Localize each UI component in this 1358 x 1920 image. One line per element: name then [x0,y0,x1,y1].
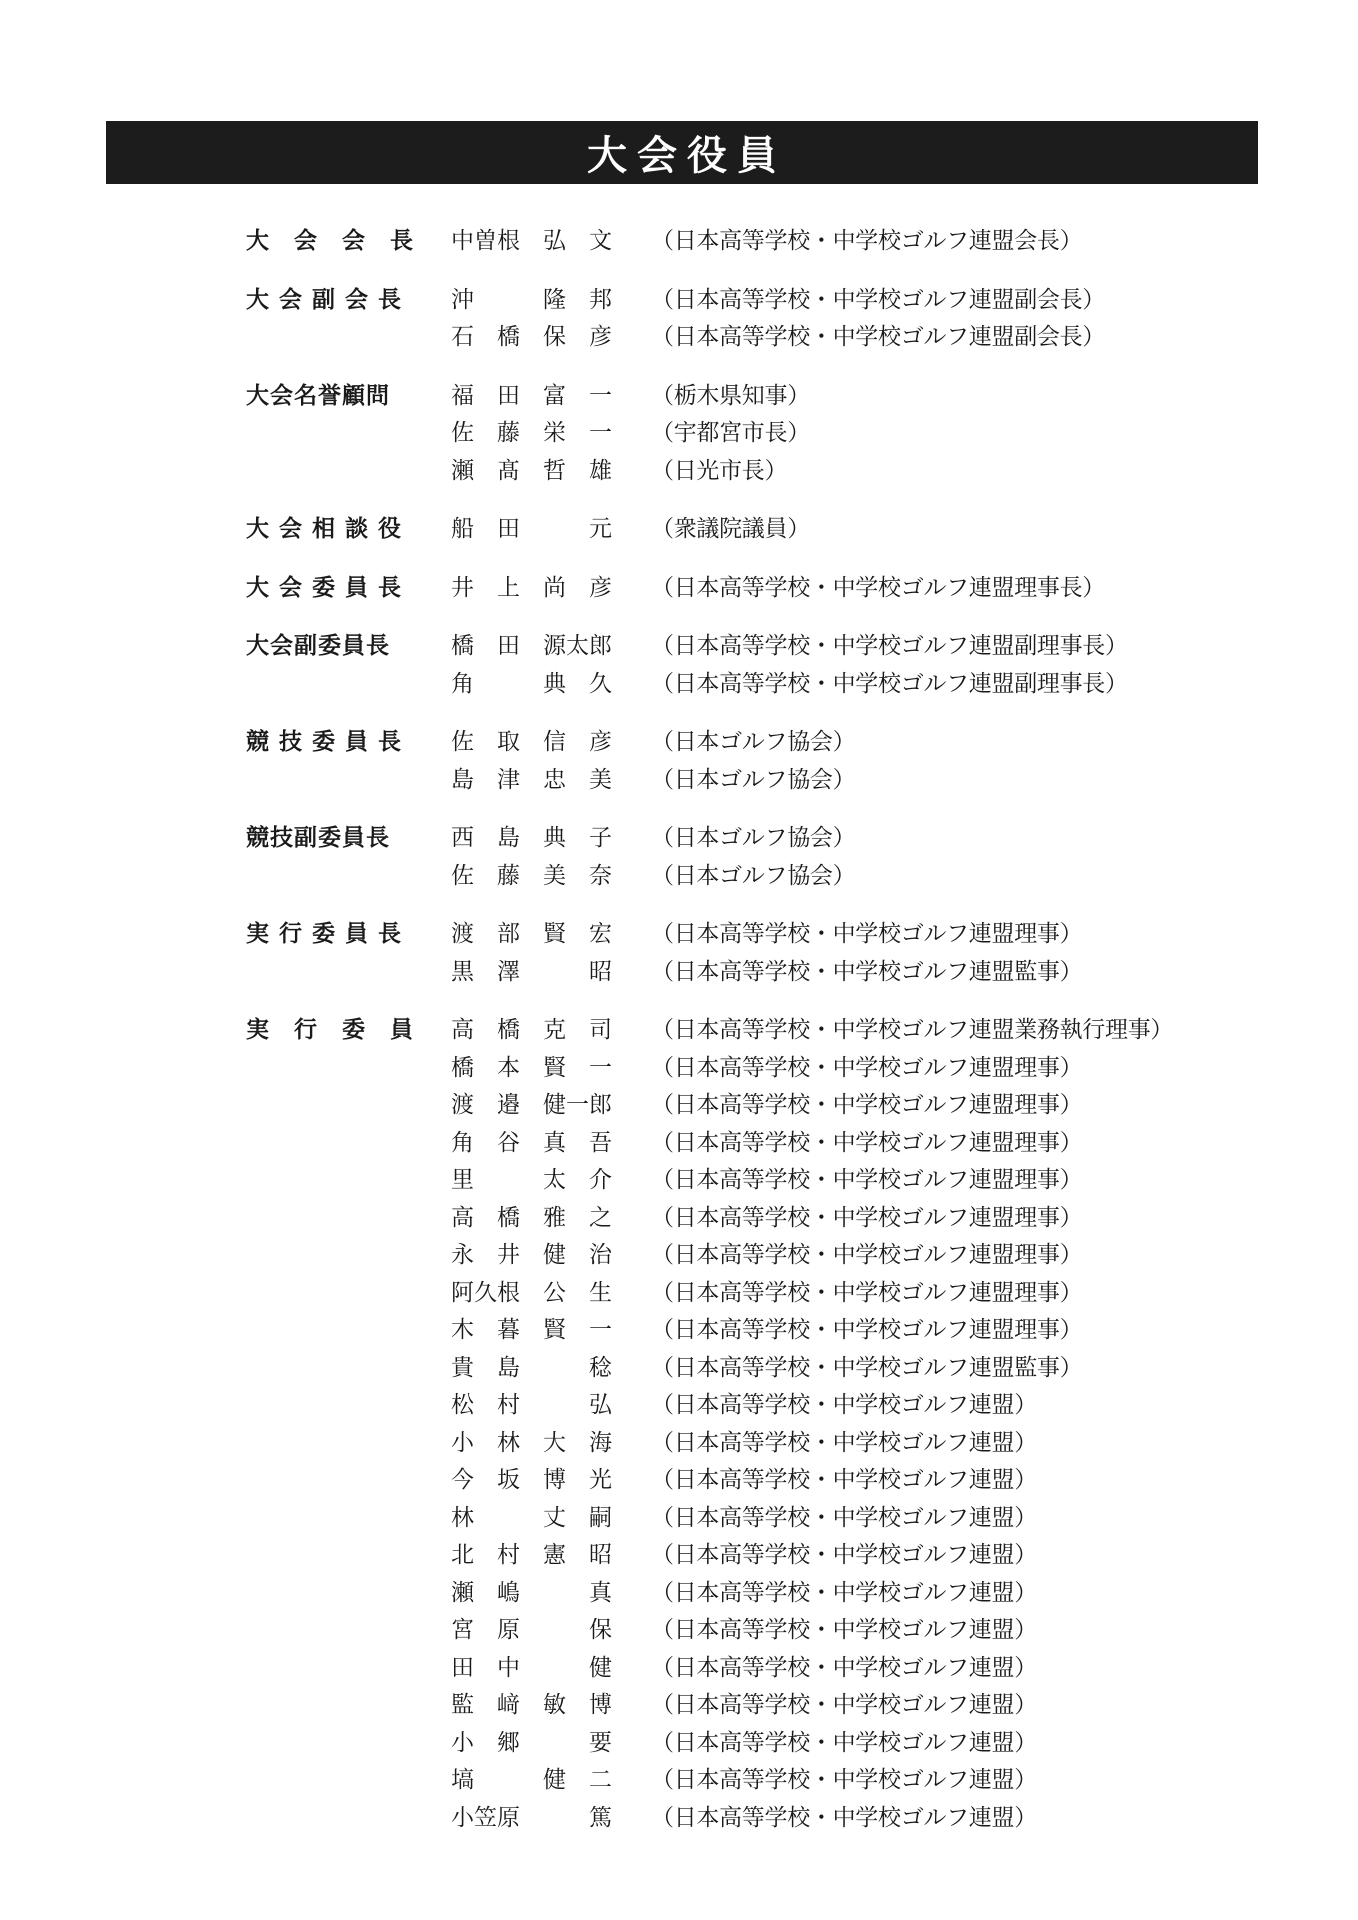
officer-name: 橋 本 賢 一 [451,1054,612,1081]
officer-row [0,628,1358,666]
officer-name: 里 太 介 [451,1167,612,1193]
officer-affiliation: （日本高等学校・中学校ゴルフ連盟） [651,1804,1037,1831]
officer-row [0,1125,1358,1163]
role-title: 実 行 委 員 [246,1017,414,1043]
officer-affiliation: （日本高等学校・中学校ゴルフ連盟理事） [651,1129,1083,1156]
officer-row [0,666,1358,704]
officer-affiliation: （日本ゴルフ協会） [651,729,856,755]
officers-roster [0,223,1358,1858]
officer-name: 瀬 嶋 真 [451,1579,612,1606]
officer-row [0,1462,1358,1500]
officer-name: 北 村 憲 昭 [451,1542,612,1568]
officer-row [0,453,1358,491]
officer-row [0,1612,1358,1650]
officer-affiliation: （日本高等学校・中学校ゴルフ連盟会長） [651,228,1083,254]
officer-name: 木 暮 賢 一 [451,1317,612,1343]
officer-name: 佐 取 信 彦 [451,729,612,755]
officer-group [0,223,1358,261]
officer-row [0,415,1358,453]
officer-affiliation: （日本高等学校・中学校ゴルフ連盟理事） [651,921,1083,947]
officer-affiliation: （日本高等学校・中学校ゴルフ連盟） [651,1617,1037,1643]
officer-affiliation: （宇都宮市長） [651,420,810,446]
officer-name: 貴 島 稔 [451,1354,612,1381]
officer-name: 西 島 典 子 [451,825,612,851]
role-title: 競 技 委 員 長 [246,729,403,755]
officer-row [0,954,1358,992]
officer-name: 角 谷 真 吾 [451,1129,612,1156]
officer-name: 永 井 健 治 [451,1242,612,1268]
officer-row [0,1725,1358,1763]
officer-affiliation: （日本高等学校・中学校ゴルフ連盟理事） [651,1054,1083,1081]
officer-affiliation: （日本高等学校・中学校ゴルフ連盟） [651,1654,1037,1681]
officer-name: 高 橋 克 司 [451,1017,612,1043]
officer-name: 渡 邉 健一郎 [451,1092,612,1118]
officer-row [0,223,1358,261]
officer-group [0,1012,1358,1837]
officer-row [0,1275,1358,1313]
officer-affiliation: （日本高等学校・中学校ゴルフ連盟理事） [651,1092,1083,1118]
officer-affiliation: （日本高等学校・中学校ゴルフ連盟理事） [651,1204,1083,1231]
officer-group [0,378,1358,491]
officer-affiliation: （日本高等学校・中学校ゴルフ連盟理事長） [651,574,1106,601]
officer-affiliation: （衆議院議員） [651,516,810,542]
officer-name: 林 丈 嗣 [451,1504,612,1531]
officer-name: 松 村 弘 [451,1392,612,1418]
officer-row [0,1537,1358,1575]
officer-name: 中曽根 弘 文 [451,228,612,254]
officer-row [0,1087,1358,1125]
officer-affiliation: （日本高等学校・中学校ゴルフ連盟理事） [651,1317,1083,1343]
officer-row [0,762,1358,800]
officer-affiliation: （日本ゴルフ協会） [651,862,856,889]
officer-affiliation: （日本高等学校・中学校ゴルフ連盟業務執行理事） [651,1017,1174,1043]
role-title: 実 行 委 員 長 [246,921,403,947]
officer-name: 佐 藤 栄 一 [451,420,612,446]
officer-affiliation: （日本高等学校・中学校ゴルフ連盟） [651,1467,1037,1493]
officer-row [0,319,1358,357]
officer-name: 石 橋 保 彦 [451,324,612,350]
officer-name: 宮 原 保 [451,1617,612,1643]
officer-row [0,1237,1358,1275]
officer-row [0,1575,1358,1613]
officer-name: 沖 隆 邦 [451,286,612,313]
officer-row [0,724,1358,762]
officer-row [0,1762,1358,1800]
role-title: 競技副委員長 [246,825,390,851]
role-title: 大 会 会 長 [246,228,414,254]
officer-affiliation: （日本高等学校・中学校ゴルフ連盟監事） [651,958,1083,985]
officer-row [0,1050,1358,1088]
officer-name: 橋 田 源太郎 [451,633,612,659]
officer-affiliation: （日本ゴルフ協会） [651,766,856,793]
officer-name: 田 中 健 [451,1654,612,1681]
officer-affiliation: （日本高等学校・中学校ゴルフ連盟副理事長） [651,670,1128,697]
officer-row [0,1687,1358,1725]
officer-affiliation: （日光市長） [651,457,788,484]
officer-row [0,1312,1358,1350]
role-title: 大 会 委 員 長 [246,574,403,601]
officer-affiliation: （日本高等学校・中学校ゴルフ連盟） [651,1729,1037,1756]
officer-row [0,1425,1358,1463]
officer-row [0,1500,1358,1538]
officer-name: 黒 澤 昭 [451,958,612,985]
officer-row [0,1350,1358,1388]
officer-row [0,1387,1358,1425]
officer-name: 島 津 忠 美 [451,766,612,793]
officer-name: 小 林 大 海 [451,1429,612,1456]
officer-affiliation: （日本高等学校・中学校ゴルフ連盟監事） [651,1354,1083,1381]
officer-group [0,820,1358,895]
officer-name: 塙 健 二 [451,1767,612,1793]
officer-affiliation: （日本高等学校・中学校ゴルフ連盟） [651,1579,1037,1606]
officer-row [0,511,1358,549]
officer-name: 渡 部 賢 宏 [451,921,612,947]
officer-name: 瀬 髙 哲 雄 [451,457,612,484]
officer-group [0,570,1358,608]
officer-name: 角 典 久 [451,670,612,697]
officer-group [0,916,1358,991]
role-title: 大会名誉顧問 [246,382,390,409]
officer-affiliation: （日本高等学校・中学校ゴルフ連盟） [651,1392,1037,1418]
officer-affiliation: （日本高等学校・中学校ゴルフ連盟） [651,1504,1037,1531]
officer-row [0,858,1358,896]
officer-row [0,1200,1358,1238]
officer-affiliation: （日本高等学校・中学校ゴルフ連盟副会長） [651,286,1106,313]
officer-row [0,916,1358,954]
officer-name: 福 田 富 一 [451,382,612,409]
officer-affiliation: （日本高等学校・中学校ゴルフ連盟） [651,1767,1037,1793]
officer-name: 今 坂 博 光 [451,1467,612,1493]
officer-name: 佐 藤 美 奈 [451,862,612,889]
officer-group [0,724,1358,799]
officer-name: 高 橋 雅 之 [451,1204,612,1231]
officer-row [0,378,1358,416]
officer-group [0,628,1358,703]
officer-row [0,570,1358,608]
officer-name: 井 上 尚 彦 [451,574,612,601]
officer-affiliation: （日本高等学校・中学校ゴルフ連盟理事） [651,1242,1083,1268]
officer-name: 監 﨑 敏 博 [451,1692,612,1718]
role-title: 大 会 副 会 長 [246,286,403,313]
title-banner [106,121,1258,184]
officer-affiliation: （日本高等学校・中学校ゴルフ連盟） [651,1692,1037,1718]
officer-row [0,820,1358,858]
officer-affiliation: （日本ゴルフ協会） [651,825,856,851]
role-title: 大会副委員長 [246,633,390,659]
officer-group [0,511,1358,549]
officer-affiliation: （日本高等学校・中学校ゴルフ連盟理事） [651,1167,1083,1193]
officer-affiliation: （日本高等学校・中学校ゴルフ連盟理事） [651,1279,1083,1306]
officer-row [0,1650,1358,1688]
officer-name: 小笠原 篤 [451,1804,612,1831]
officer-name: 小 郷 要 [451,1729,612,1756]
officer-row [0,1800,1358,1838]
officer-group [0,282,1358,357]
officer-affiliation: （日本高等学校・中学校ゴルフ連盟副理事長） [651,633,1128,659]
officer-row [0,282,1358,320]
officer-row [0,1162,1358,1200]
officer-affiliation: （栃木県知事） [651,382,810,409]
officer-name: 船 田 元 [451,516,612,542]
officer-affiliation: （日本高等学校・中学校ゴルフ連盟） [651,1429,1037,1456]
role-title: 大 会 相 談 役 [246,516,403,542]
page-title: 大会役員 [587,133,787,179]
officer-affiliation: （日本高等学校・中学校ゴルフ連盟副会長） [651,324,1106,350]
officer-name: 阿久根 公 生 [451,1279,612,1306]
officer-affiliation: （日本高等学校・中学校ゴルフ連盟） [651,1542,1037,1568]
officer-row [0,1012,1358,1050]
